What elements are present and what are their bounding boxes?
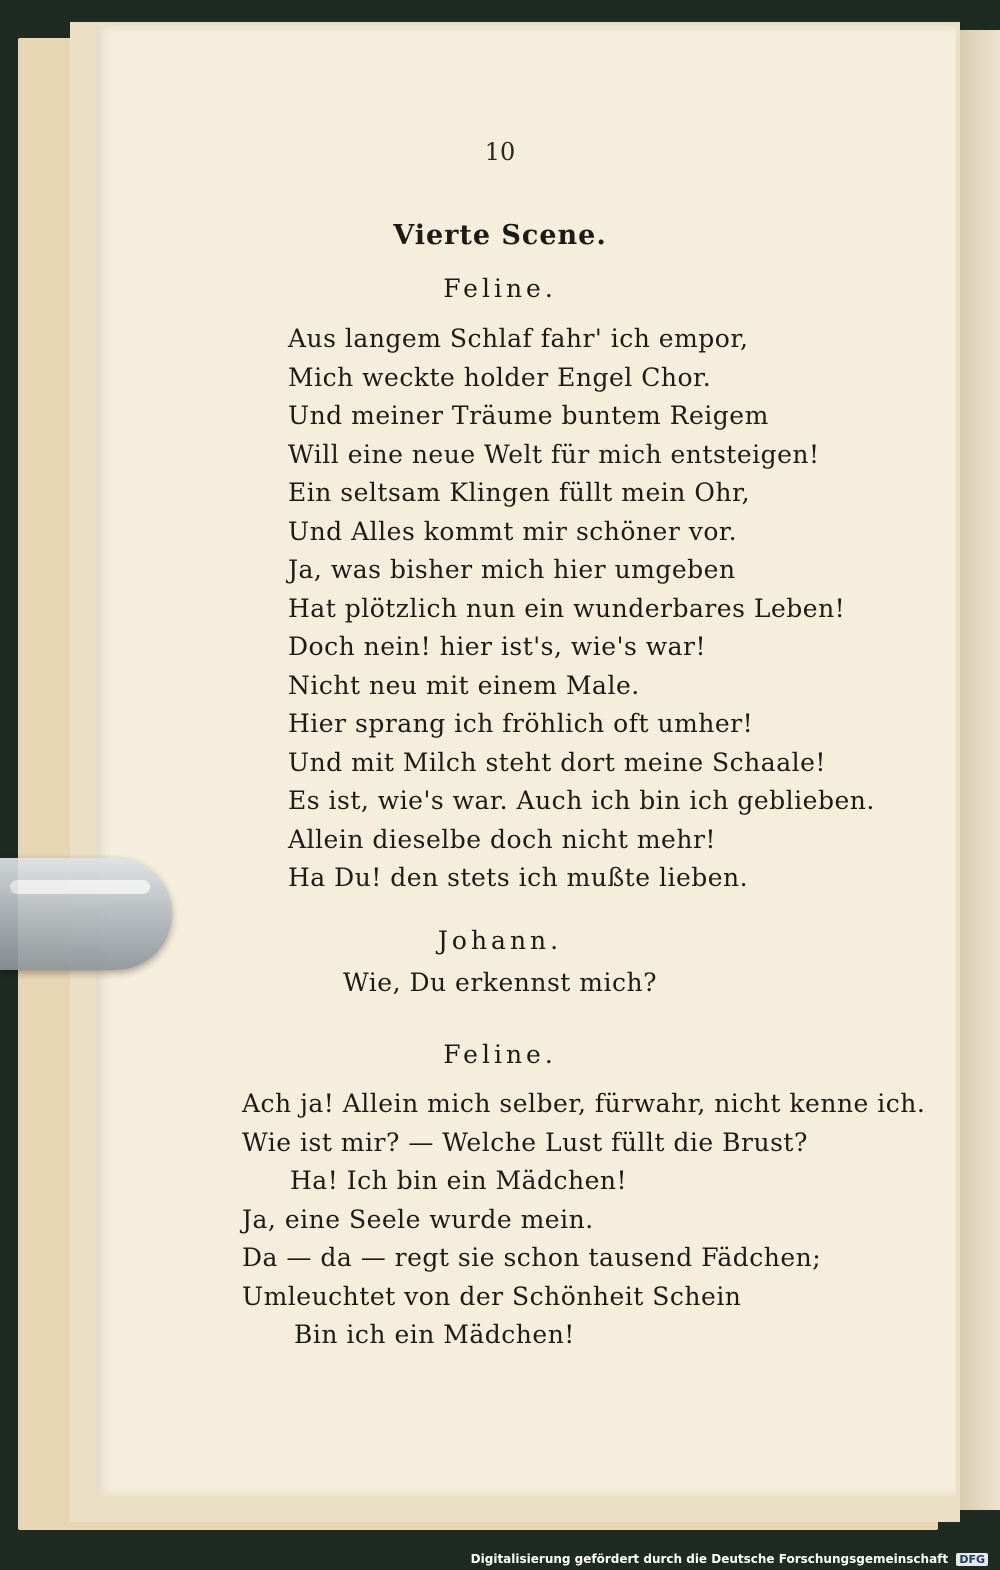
page-edge [960, 30, 1000, 1510]
verse-line: Ein seltsam Klingen füllt mein Ohr, [288, 478, 751, 507]
verse-line: Doch nein! hier ist's, wie's war! [288, 632, 707, 661]
clip-shine [10, 880, 150, 894]
verse-block-3 [242, 1085, 925, 1355]
verse-line: Und Alles kommt mir schöner vor. [288, 516, 738, 546]
verse-line: Umleuchtet von der Schönheit Schein [242, 1281, 742, 1311]
verse-johann: Wie, Du erkennst mich? [343, 968, 657, 997]
dfg-logo: DFG [956, 1553, 988, 1566]
speaker-feline-2: Feline. [443, 1040, 557, 1069]
digitization-credit [471, 1552, 988, 1566]
speaker-johann: Johann. [437, 926, 563, 955]
verse-line: Da — da — regt sie schon tausend Fädchen; [242, 1243, 822, 1272]
verse-block-1 [288, 320, 875, 898]
verse-line: Hier sprang ich fröhlich oft umher! [288, 709, 754, 738]
verse-line: Ach ja! Allein mich selber, fürwahr, nicht kenne ich. [242, 1089, 926, 1118]
speaker-feline: Feline. [443, 274, 557, 303]
scanner-clip [0, 858, 172, 970]
verse-line: Und meiner Träume buntem Reigem [288, 401, 769, 430]
scene-title: Vierte Scene. [393, 220, 607, 251]
verse-line: Ja, eine Seele wurde mein. [242, 1204, 594, 1234]
page-number: 10 [484, 138, 516, 166]
verse-line: Und mit Milch steht dort meine Schaale! [288, 747, 826, 777]
verse-line: Allein dieselbe doch nicht mehr! [288, 824, 716, 854]
verse-line: Aus langem Schlaf fahr' ich empor, [288, 324, 749, 353]
verse-line: Bin ich ein Mädchen! [294, 1320, 575, 1349]
verse-line: Mich weckte holder Engel Chor. [288, 362, 712, 392]
verse-line: Will eine neue Welt für mich entsteigen! [288, 439, 820, 469]
verse-line: Wie ist mir? — Welche Lust füllt die Brust? [242, 1127, 808, 1157]
verse-line: Hat plötzlich nun ein wunderbares Leben! [288, 593, 846, 623]
verse-line: Ja, was bisher mich hier umgeben [288, 555, 736, 584]
verse-line: Nicht neu mit einem Male. [288, 670, 640, 700]
verse-line: Es ist, wie's war. Auch ich bin ich geblieben. [288, 786, 875, 815]
credit-text: Digitalisierung gefördert durch die Deutsche Forschungsgemeinschaft [470, 1552, 949, 1566]
verse-line: Ha Du! den stets ich mußte lieben. [288, 863, 749, 892]
verse-line: Ha! Ich bin ein Mädchen! [290, 1166, 628, 1195]
